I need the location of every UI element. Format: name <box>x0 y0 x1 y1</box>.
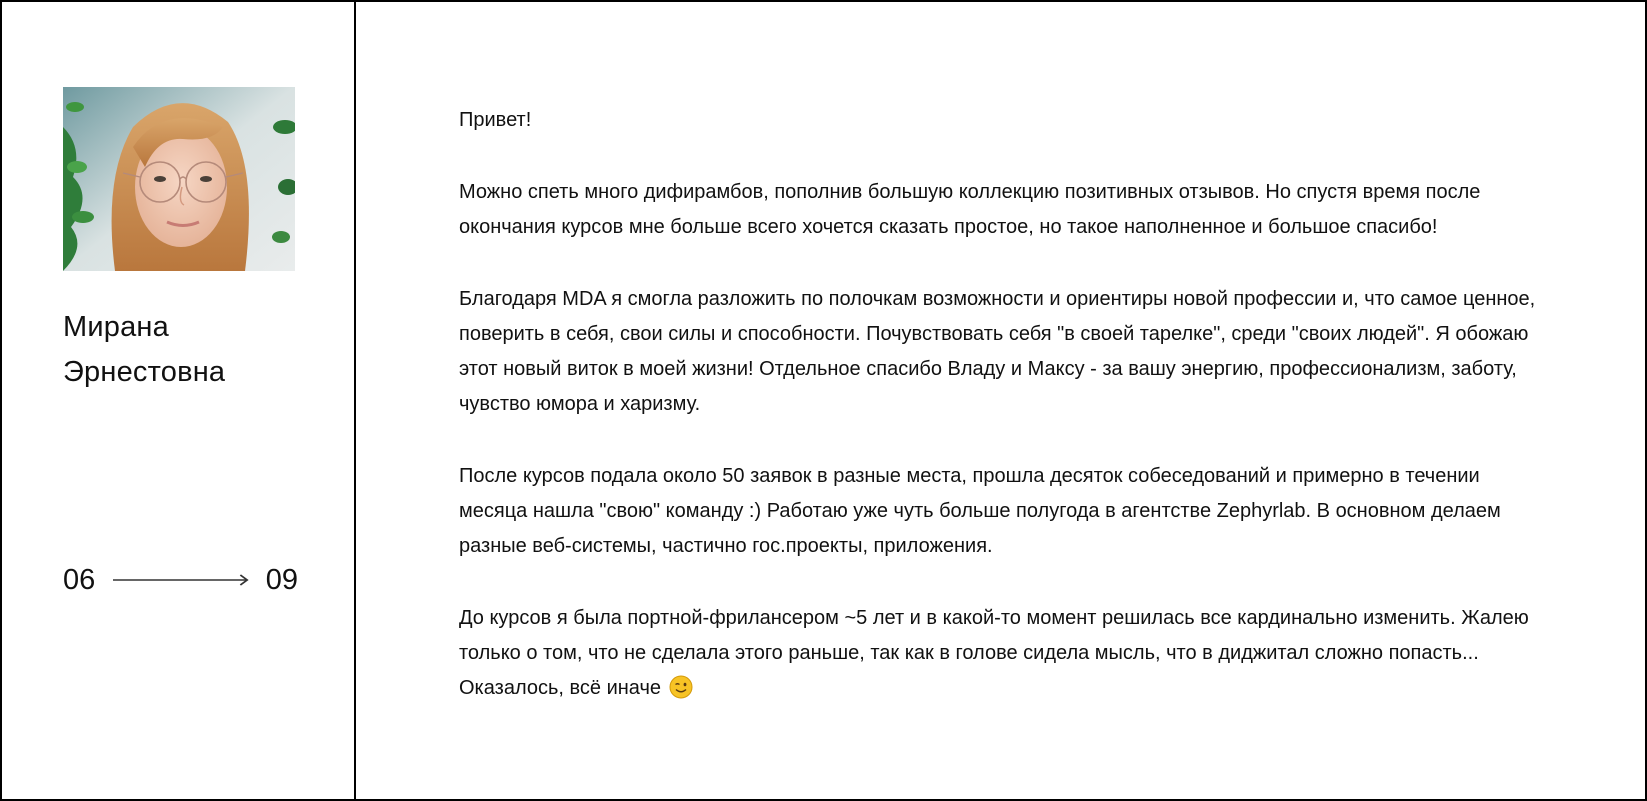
testimonial-text <box>459 103 1539 743</box>
author-name <box>63 305 225 395</box>
arrow-right-icon <box>113 573 249 587</box>
pager-current: 06 <box>63 564 96 596</box>
paragraph-before <box>459 601 1539 706</box>
testimonial-pager <box>63 560 298 600</box>
pager-total: 09 <box>265 564 298 596</box>
paragraph-thanks: Можно спеть много дифирамбов, пополнив большую коллекцию позитивных отзывов. Но спустя время после окончания курсов мне больше всего хочется сказать простое, но такое наполненное и большое спасибо! <box>459 181 1481 238</box>
paragraph-greeting: Привет! <box>459 109 532 131</box>
paragraph-before-text: До курсов я была портной-фрилансером ~5 лет и в какой-то момент решилась все кардинально изменить. Жалею только о том, что не сделала этого раньше, так как в голове сидела мысль, что в диджитал сложно попасть... Оказалось, всё иначе <box>459 607 1529 699</box>
author-photo <box>63 87 295 271</box>
author-sidebar <box>2 2 356 799</box>
portrait-image <box>63 87 295 271</box>
author-last-name: Эрнестовна <box>63 356 226 388</box>
next-testimonial-button[interactable] <box>113 573 249 587</box>
testimonial-content <box>356 2 1645 799</box>
author-first-name: Мирана <box>63 311 169 343</box>
winking-face-icon <box>669 675 693 699</box>
paragraph-job: После курсов подала около 50 заявок в разные места, прошла десяток собеседований и примерно в течении месяца нашла "свою" команду :) Работаю уже чуть больше полугода в агентстве Zephyrlab. В основном делаем разные веб-системы, частично гос.проекты, приложения. <box>459 465 1501 557</box>
paragraph-mda: Благодаря MDA я смогла разложить по полочкам возможности и ориентиры новой профессии и, что самое ценное, поверить в себя, свои силы и способности. Почувствовать себя "в своей тарелке", среди "своих людей". Я обожаю этот новый виток в моей жизни! Отдельное спасибо Владу и Максу - за вашу энергию, профессионализм, заботу, чувство юмора и харизму. <box>459 288 1536 415</box>
